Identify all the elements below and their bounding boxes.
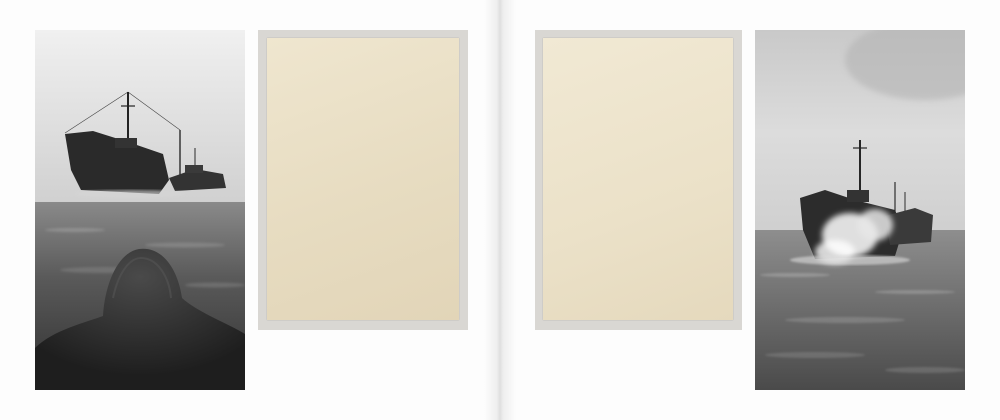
- wave: [45, 228, 105, 232]
- wave: [760, 273, 830, 277]
- smoke-puff: [857, 209, 893, 241]
- caption-left: [258, 338, 468, 341]
- photo-burning-freighter-wreck: [755, 30, 965, 390]
- wave: [145, 243, 225, 248]
- wave: [785, 317, 905, 323]
- caption-right: [535, 338, 742, 341]
- wave: [765, 352, 865, 358]
- photo-right-canvas: [755, 30, 965, 390]
- ship-stern-deckhouse: [185, 165, 203, 173]
- photo-sinking-freighter-with-hooded-sailor: [35, 30, 245, 390]
- ship-superstructure: [115, 138, 137, 148]
- book-spine: [484, 0, 516, 420]
- document-card: [267, 38, 459, 320]
- wave: [885, 367, 965, 373]
- waterline-spray: [790, 255, 910, 265]
- ship-superstructure: [847, 190, 869, 202]
- wave: [185, 283, 245, 288]
- document-card: [543, 38, 733, 320]
- waterline-spray: [75, 190, 185, 198]
- document-torpedo-report-front: [258, 30, 468, 330]
- wave: [875, 290, 955, 294]
- photo-left-canvas: [35, 30, 245, 390]
- document-torpedo-report-reverse: [535, 30, 742, 330]
